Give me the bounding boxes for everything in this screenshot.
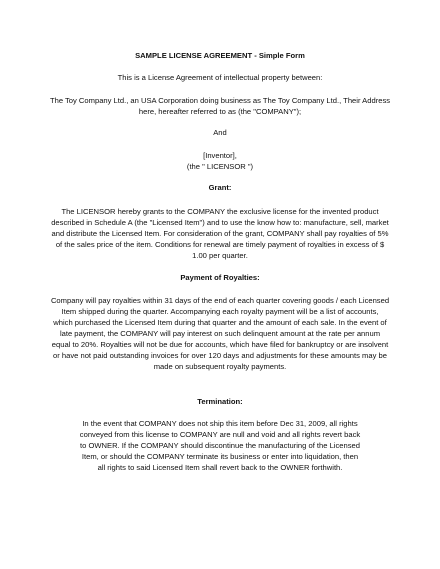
royalties-line-4: late payment, the COMPANY will pay interest on such delinquent amount at the rate per annum: [59, 329, 381, 338]
royalties-line-2: Item shipped during the quarter. Accompanying each royalty payment will be a list of accounts,: [61, 307, 379, 316]
grant-line-2: described in Schedule A (the "Licensed Item") and to use the know how to: manufacture, sell, market: [51, 218, 389, 227]
intro-block: [40, 72, 400, 83]
grant-heading-block: [40, 182, 400, 193]
and-block: [40, 127, 400, 138]
royalties-line-3: which purchased the Licensed Item during that quarter and the amount of each sale. In the event of: [53, 318, 387, 327]
grant-line-4: of the sales price of the item. Conditions for renewal are timely payment of royalties in excess of $: [55, 240, 385, 249]
company-line-2: here, hereafter referred to as (the "COMPANY");: [138, 107, 302, 116]
termination-line-5: all rights to said Licensed Item shall revert back to the OWNER forthwith.: [97, 463, 343, 472]
grant-line-3: and distribute the Licensed Item. For consideration of the grant, COMPANY shall pay royalties of 5%: [51, 229, 389, 238]
royalties-body: [40, 295, 400, 372]
royalties-line-7: made on subsequent royalty payments.: [153, 362, 287, 371]
royalties-line-1: Company will pay royalties within 31 days of the end of each quarter covering goods / each Licensed: [50, 296, 390, 305]
termination-line-2: conveyed from this license to COMPANY are null and void and all rights revert back: [79, 430, 361, 439]
intro-text: This is a License Agreement of intellectual property between:: [117, 73, 323, 82]
grant-heading: Grant:: [208, 183, 232, 192]
grant-body: [40, 206, 400, 261]
grant-line-5: 1.00 per quarter.: [192, 251, 248, 260]
title-block: [40, 50, 400, 61]
document-title: SAMPLE LICENSE AGREEMENT - Simple Form: [135, 51, 305, 60]
grant-line-1: The LICENSOR hereby grants to the COMPANY the exclusive license for the invented product: [61, 207, 379, 216]
royalties-line-6: or have not paid outstanding invoices for over 120 days and adjustments for these amounts may be: [53, 351, 387, 360]
royalties-heading-block: [40, 272, 400, 283]
royalties-heading: Payment of Royalties:: [180, 273, 260, 282]
and-text: And: [213, 128, 227, 137]
inventor-line-2: (the " LICENSOR "): [186, 162, 254, 171]
termination-line-1: In the event that COMPANY does not ship this item before Dec 31, 2009, all rights: [82, 419, 358, 428]
company-line-1: The Toy Company Ltd., an USA Corporation doing business as The Toy Company Ltd., Their Address: [49, 96, 391, 105]
inventor-party-block: [40, 150, 400, 172]
termination-line-4: Item, or should the COMPANY terminate its business or enter into liquidation, then: [81, 452, 359, 461]
termination-body: [40, 418, 400, 473]
inventor-line-1: [Inventor],: [203, 151, 237, 160]
termination-line-3: to OWNER. If the COMPANY should discontinue the manufacturing of the Licensed: [80, 441, 360, 450]
company-party-block: [40, 95, 400, 117]
termination-heading: Termination:: [197, 397, 243, 406]
termination-heading-block: [40, 396, 400, 407]
royalties-line-5: equal to 20%. Royalties will not be due for accounts, which have filed for bankruptcy or are insolvent: [51, 340, 389, 349]
